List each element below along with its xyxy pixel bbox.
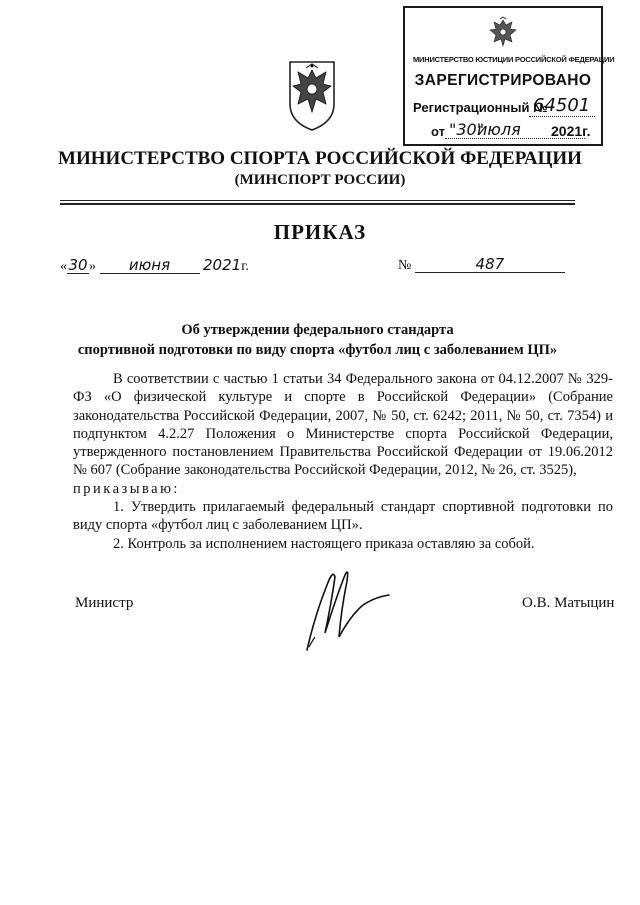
order-body (73, 370, 613, 553)
order-item-1: 1. Утвердить прилагаемый федеральный стандарт спортивной подготовки по виду спорта «футбол лиц с заболеванием ЦП». (73, 499, 613, 534)
order-number-label: № (398, 258, 412, 273)
stamp-date-day: "30" (449, 120, 485, 139)
signer-title: Министр (75, 595, 134, 611)
order-year: 2021 (203, 256, 242, 274)
registration-stamp (403, 6, 615, 146)
stamp-reg-number: 64501 (533, 95, 591, 116)
stamp-title: ЗАРЕГИСТРИРОВАНО (414, 72, 592, 89)
subject-line-1: Об утверждении федерального стандарта (181, 322, 454, 338)
subject-line-2: спортивной подготовки по виду спорта «футбол лиц с заболеванием ЦП» (77, 342, 558, 358)
ministry-name: МИНИСТЕРСТВО СПОРТА РОССИЙСКОЙ ФЕДЕРАЦИИ (58, 148, 582, 169)
coat-of-arms-icon (286, 56, 338, 132)
order-day: 30 (68, 256, 88, 274)
stamp-date-underline (445, 138, 585, 139)
order-item-2: 2. Контроль за исполнением настоящего приказа оставляю за собой. (113, 535, 535, 552)
date-quote-close: » (89, 259, 96, 274)
preamble-paragraph (73, 370, 613, 480)
stamp-coat-of-arms-icon (488, 16, 518, 50)
order-year-suffix: г. (241, 259, 249, 274)
order-word-paragraph (73, 480, 613, 498)
handwritten-signature (285, 555, 395, 655)
order-subject (60, 320, 575, 360)
order-number-row (398, 256, 565, 274)
stamp-ministry-name: МИНИСТЕРСТВО ЮСТИЦИИ РОССИЙСКОЙ ФЕДЕРАЦИИ (413, 55, 615, 64)
stamp-date-year: 2021г. (551, 123, 591, 139)
order-number: 487 (415, 256, 565, 273)
stamp-date-prefix: от (431, 124, 445, 139)
stamp-date-month: июля (477, 120, 521, 139)
header-divider-thin (60, 200, 575, 201)
order-word: приказываю: (73, 480, 180, 497)
order-date (60, 256, 249, 275)
stamp-reg-label: Регистрационный № (413, 100, 548, 115)
date-quote-open: « (60, 259, 67, 274)
order-month: июня (100, 257, 200, 274)
document-type: ПРИКАЗ (273, 220, 367, 244)
ministry-short-name: (МИНСПОРТ РОССИИ) (234, 172, 406, 188)
preamble-text: В соответствии с частью 1 статьи 34 Федерального закона от 04.12.2007 № 329-ФЗ «О физической культуре и спорте в Российской Федерации» (Собрание законодательства Российской Федерации, 2007, № 50, ст. 6242; 2011, № 50, ст. 7354) и подпунктом 4.2.27 Положения о Министерстве спорта Российской Федерации, утвержденного постановлением Правительства Российской Федерации от 19.06.2012 № 607 (Собрание законодательства Российской Федерации, 2012, № 26, ст. 3525), (73, 371, 613, 479)
header-divider-thick (60, 203, 575, 205)
stamp-reg-underline (529, 116, 595, 117)
signer-name: О.В. Матыцин (522, 595, 615, 611)
